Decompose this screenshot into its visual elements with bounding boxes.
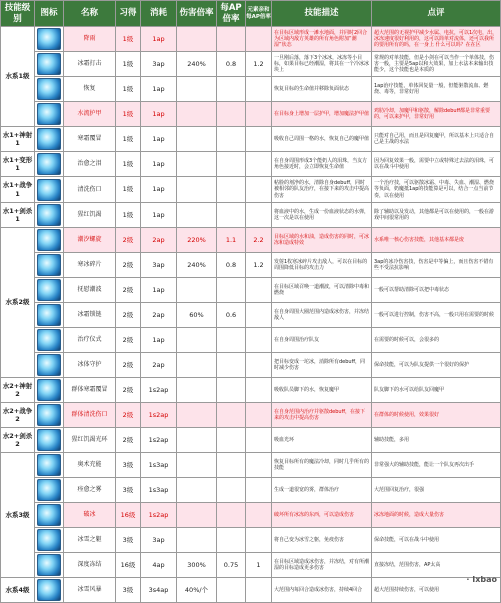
skill-comment: 1ap治疗技能，单体回复量一般，但能驱散流血、燃烧、毒等，非常好用 (372, 77, 501, 102)
header-icon: 图标 (35, 1, 64, 27)
skill-comment: 大范围回复治疗，很强 (372, 478, 501, 503)
skill-icon-cell (35, 127, 64, 152)
header-cost: 消耗 (141, 1, 177, 27)
skill-icon-cell (35, 478, 64, 503)
water-skill-icon (37, 404, 61, 426)
learn-level: 2级 (116, 328, 141, 353)
affinity-rate: 1.2 (246, 253, 272, 278)
table-row (1, 378, 501, 403)
table-row (1, 553, 501, 578)
damage-rate (177, 353, 217, 378)
skill-name: 治疗仪式 (64, 328, 116, 353)
water-skill-icon (37, 78, 61, 100)
skill-description: 恢复目标所有的魔法冷却，同时几乎所有的技能 (272, 453, 372, 478)
skill-comment: 在群体的时候使用，效果很好 (372, 403, 501, 428)
tier-cell: 水2+剑杀2 (1, 428, 35, 453)
affinity-rate (246, 303, 272, 328)
table-row (1, 303, 501, 328)
skill-name: 冰霜打击 (64, 52, 116, 77)
affinity-rate (246, 428, 272, 453)
tier-cell: 水系2级 (1, 228, 35, 378)
ap-rate (217, 77, 246, 102)
damage-rate (177, 528, 217, 553)
damage-rate (177, 503, 217, 528)
skill-icon-cell (35, 177, 64, 203)
skill-comment: 鸡肋冷却，加魔甲和驱散，解除debuff都是非常重要的，可以来护甲，非常好用 (372, 102, 501, 127)
learn-level: 16级 (116, 503, 141, 528)
table-row (1, 152, 501, 177)
tier-cell: 水1+剑杀1 (1, 203, 35, 228)
skill-icon-cell (35, 578, 64, 603)
affinity-rate (246, 578, 272, 603)
ap-cost: 3s4ap (141, 578, 177, 603)
water-skill-icon (37, 379, 61, 401)
table-row (1, 578, 501, 603)
ap-cost: 1ap (141, 177, 177, 203)
affinity-rate (246, 177, 272, 203)
header-ap: 每AP倍率 (217, 1, 246, 27)
skill-icon-cell (35, 102, 64, 127)
damage-rate (177, 152, 217, 177)
header-name: 名称 (64, 1, 116, 27)
header-tier: 技能级别 (1, 1, 35, 27)
water-skill-icon (37, 579, 61, 601)
header-ap2: 元素亲和每AP倍率 (246, 1, 272, 27)
ap-rate (217, 102, 246, 127)
table-row (1, 353, 501, 378)
ap-cost: 1ap (141, 27, 177, 52)
header-row (1, 1, 501, 27)
skill-icon-cell (35, 553, 64, 578)
skill-icon-cell (35, 428, 64, 453)
skill-description: 在目标区域造成冰伤害，并冻结，对有所潮湿的目标造成更多伤害 (272, 553, 372, 578)
learn-level: 2级 (116, 353, 141, 378)
ap-rate (217, 453, 246, 478)
damage-rate (177, 102, 217, 127)
skill-name: 冰雪风暴 (64, 578, 116, 603)
affinity-rate (246, 127, 272, 152)
skill-comment: 一般可以进行控制，伤害不高，一般只用在需要的时候 (372, 303, 501, 328)
damage-rate (177, 478, 217, 503)
skill-description: 在自身范围内治疗并驱散debuff，在接下来的攻击中提高伤害 (272, 403, 372, 428)
skill-icon-cell (35, 278, 64, 303)
skill-description: 目标区域的水和油，造成伤害的同时，可冰冻和造成特效 (272, 228, 372, 253)
affinity-rate (246, 27, 272, 52)
affinity-rate (246, 403, 272, 428)
affinity-rate: 2.2 (246, 228, 272, 253)
learn-level: 2级 (116, 228, 141, 253)
ap-rate (217, 177, 246, 203)
ap-cost: 3ap (141, 253, 177, 278)
water-skill-icon (37, 354, 61, 376)
damage-rate (177, 77, 217, 102)
learn-level: 2级 (116, 253, 141, 278)
ap-cost: 1ap (141, 102, 177, 127)
ap-rate: 1.1 (217, 228, 246, 253)
table-row (1, 403, 501, 428)
damage-rate: 60% (177, 303, 217, 328)
water-skill-icon (37, 128, 61, 150)
learn-level: 1级 (116, 203, 141, 228)
table-row (1, 528, 501, 553)
affinity-rate: 1 (246, 553, 272, 578)
header-learn: 习得 (116, 1, 141, 27)
tier-cell: 水1+变形1 (1, 152, 35, 177)
skill-comment: 非常强大的辅助技能，能让一个队友再次出手 (372, 453, 501, 478)
tier-cell: 水系1级 (1, 27, 35, 127)
ap-cost: 1ap (141, 203, 177, 228)
affinity-rate: 1.2 (246, 52, 272, 77)
skill-comment: 冰冻地面的时候，造成大量伤害 (372, 503, 501, 528)
learn-level: 2级 (116, 403, 141, 428)
skill-comment: 队友脚下的水可以给队友回魔甲 (372, 378, 501, 403)
ap-cost: 1s3ap (141, 453, 177, 478)
learn-level: 3级 (116, 578, 141, 603)
tier-cell: 水2+神射2 (1, 378, 35, 403)
ap-rate (217, 428, 246, 453)
skill-icon-cell (35, 503, 64, 528)
affinity-rate (246, 478, 272, 503)
skill-description: 发射1枚寒冰碎片攻击敌人，可以在目标的周围降低目标的攻击力 (272, 253, 372, 278)
table-row (1, 503, 501, 528)
skill-icon-cell (35, 77, 64, 102)
water-skill-icon (37, 153, 61, 175)
ap-rate (217, 152, 246, 177)
affinity-rate (246, 353, 272, 378)
water-skill-icon (37, 304, 61, 326)
table-row (1, 253, 501, 278)
tier-cell: 水2+战争2 (1, 403, 35, 428)
learn-level: 1级 (116, 177, 141, 203)
water-skill-icon (37, 329, 61, 351)
skill-description: 在自身周围大圈范围内造成冰伤害，并冻结敌人 (272, 303, 372, 328)
ap-rate (217, 328, 246, 353)
skill-comment: 水系唯一核心伤害技能，其他基本都是废 (372, 228, 501, 253)
water-skill-icon (37, 479, 61, 501)
table-row (1, 453, 501, 478)
skill-name: 冰霜锁链 (64, 303, 116, 328)
skill-description: 在目标身上增加一层护甲，增加魔法护甲值 (272, 102, 372, 127)
tier-cell: 水1+神射1 (1, 127, 35, 152)
skill-name: 水流护甲 (64, 102, 116, 127)
header-cmt: 点评 (372, 1, 501, 27)
table-row (1, 328, 501, 353)
damage-rate (177, 328, 217, 353)
damage-rate: 220% (177, 228, 217, 253)
affinity-rate (246, 102, 272, 127)
ap-cost: 1ap (141, 77, 177, 102)
skill-comment: 保命技能，可以在战斗中使用 (372, 528, 501, 553)
skill-icon-cell (35, 203, 64, 228)
skill-comment: 一个治疗技，可以驱散冰霜、中毒、失血、潮湿、燃烧等负面，奶魔抵1ap的技能算是可以，结合一点当前节奏，以在使用 (372, 177, 501, 203)
skill-comment: 直接冻结，范围伤害，AP太高 (372, 553, 501, 578)
damage-rate (177, 27, 217, 52)
learn-level: 2级 (116, 428, 141, 453)
damage-rate: 300% (177, 553, 217, 578)
ap-rate (217, 278, 246, 303)
header-desc: 技能描述 (272, 1, 372, 27)
ap-cost: 1ap (141, 152, 177, 177)
skill-icon-cell (35, 328, 64, 353)
water-skill-icon (37, 504, 61, 526)
ap-cost: 1s2ap (141, 503, 177, 528)
skill-name: 寒冰碎片 (64, 253, 116, 278)
water-skill-icon (37, 554, 61, 576)
skill-description: 将血液中的水，生成一份血液状态的水弹，这一次是以在使用 (272, 203, 372, 228)
water-skill-icon (37, 103, 61, 125)
skill-icon-cell (35, 52, 64, 77)
skill-description: 在目标区域形成一滩水地面，并同时2回合为区域内敌方英雄的所有角色附加“潮湿”状态 (272, 27, 372, 52)
damage-rate (177, 278, 217, 303)
skill-comment: 在需要的时候可以，会很多的 (372, 328, 501, 353)
ap-cost: 2ap (141, 353, 177, 378)
skill-comment: 3ap的冰冷伤害技，伤害是中等偏上，而且伤害不错有些不受法抗影响 (372, 253, 501, 278)
skill-description: 帖脸的剂净的水，清除自身debuff，同时被相邻的队友治疗，在接下来的攻击中提高伤害 (272, 177, 372, 203)
table-row (1, 52, 501, 77)
ap-rate (217, 203, 246, 228)
skill-name: 冰雪之躯 (64, 528, 116, 553)
learn-level: 3级 (116, 478, 141, 503)
water-skill-icon (37, 529, 61, 551)
ap-rate (217, 378, 246, 403)
skill-name: 破冰 (64, 503, 116, 528)
damage-rate (177, 177, 217, 203)
skill-description: 吸收队员脚下的水，恢复魔甲 (272, 378, 372, 403)
ap-rate: 0.8 (217, 52, 246, 77)
affinity-rate (246, 77, 272, 102)
skill-name: 降雨 (64, 27, 116, 52)
damage-rate (177, 203, 217, 228)
table-row (1, 127, 501, 152)
skill-name: 猩红饥渴光环 (64, 428, 116, 453)
ap-rate (217, 478, 246, 503)
affinity-rate (246, 378, 272, 403)
ap-cost: 1ap (141, 328, 177, 353)
skill-icon-cell (35, 27, 64, 52)
water-skill-icon (37, 229, 61, 251)
ap-rate (217, 403, 246, 428)
learn-level: 3级 (116, 528, 141, 553)
tier-cell: 水系3级 (1, 453, 35, 578)
damage-rate (177, 403, 217, 428)
ap-cost: 1s2ap (141, 403, 177, 428)
skill-comment: 保命技能，可以为队友提供一个很好的保护 (372, 353, 501, 378)
learn-level: 16级 (116, 553, 141, 578)
skill-comment: 常规的对单技能，但是小剑在可以当作一个单体技，伤害一般，主要是5ap以和大效果，加上水法本来输出技能少，这个技能也是本质的 (372, 52, 501, 77)
skill-name: 猩红饥渴 (64, 203, 116, 228)
learn-level: 1级 (116, 52, 141, 77)
skill-icon-cell (35, 453, 64, 478)
ap-cost: 1s2ap (141, 428, 177, 453)
skill-icon-cell (35, 228, 64, 253)
table-row (1, 177, 501, 203)
ap-rate: 0.75 (217, 553, 246, 578)
water-skill-icon (37, 279, 61, 301)
skill-description: 在目标区域召唤一道潮波，可以清除中毒和燃烧 (272, 278, 372, 303)
skill-name: 群体寒霜覆冒 (64, 378, 116, 403)
ap-rate (217, 578, 246, 603)
skill-name: 冰体守护 (64, 353, 116, 378)
skill-name: 群体清洗伤口 (64, 403, 116, 428)
skill-description: 生成一道很宽的雾，群体治疗 (272, 478, 372, 503)
affinity-rate (246, 528, 272, 553)
ap-rate: 0.8 (217, 253, 246, 278)
affinity-rate (246, 453, 272, 478)
ap-cost: 2ap (141, 303, 177, 328)
table-row (1, 278, 501, 303)
skill-icon-cell (35, 152, 64, 177)
affinity-rate (246, 203, 272, 228)
skill-comment: 辅助技能，多用 (372, 428, 501, 453)
skill-description: 将自己变为冰雪之躯，免疫伤害 (272, 528, 372, 553)
damage-rate (177, 378, 217, 403)
tier-cell: 水1+战争1 (1, 177, 35, 203)
skill-icon-cell (35, 303, 64, 328)
ap-rate (217, 353, 246, 378)
damage-rate (177, 428, 217, 453)
skill-description: 在自身周围形成3个能奶人的泪珠，当友方角色接近时，会立即恢复生命值 (272, 152, 372, 177)
skill-comment: 只能对自己用，而且是回复魔甲，所以基本上只适合自己是主战的水法 (372, 127, 501, 152)
skill-name: 痊愈之雾 (64, 478, 116, 503)
affinity-rate (246, 278, 272, 303)
ap-rate (217, 27, 246, 52)
ap-cost: 1s3ap (141, 478, 177, 503)
damage-rate: 40%/个 (177, 578, 217, 603)
learn-level: 2级 (116, 378, 141, 403)
table-row (1, 27, 501, 52)
skill-icon-cell (35, 403, 64, 428)
ap-cost: 3ap (141, 52, 177, 77)
affinity-rate (246, 152, 272, 177)
ap-cost: 1s2ap (141, 378, 177, 403)
skill-icon-cell (35, 528, 64, 553)
ap-cost: 1ap (141, 127, 177, 152)
skill-description: 吸收自己周围一格的水，恢复自己的魔甲值 (272, 127, 372, 152)
skill-name: 寒霜覆冒 (64, 127, 116, 152)
skill-description: 大范围内每回合造成冰伤害，持续4回合 (272, 578, 372, 603)
ap-rate: 0.6 (217, 303, 246, 328)
skill-icon-cell (35, 253, 64, 278)
skill-comment: 因为回复效果一般，需要中立或特殊过去法的泪珠，可以在战斗中使用 (372, 152, 501, 177)
water-skill-icon (37, 204, 61, 226)
skill-name: 抚慰潮波 (64, 278, 116, 303)
skill-comment: 一般可以帮助清除可以把中毒状态 (372, 278, 501, 303)
skill-comment: 超大范围持续伤害，可以使用 (372, 578, 501, 603)
learn-level: 1级 (116, 127, 141, 152)
water-skill-icon (37, 254, 61, 276)
learn-level: 1级 (116, 77, 141, 102)
affinity-rate (246, 328, 272, 353)
skill-name: 恢复 (64, 77, 116, 102)
learn-level: 1级 (116, 152, 141, 177)
water-skill-icon (37, 28, 61, 50)
skill-description: 在自身周围治疗队友 (272, 328, 372, 353)
ap-cost: 1ap (141, 278, 177, 303)
affinity-rate (246, 503, 272, 528)
table-row (1, 428, 501, 453)
water-skill-icon (37, 429, 61, 451)
skill-name: 清洗伤口 (64, 177, 116, 203)
learn-level: 2级 (116, 278, 141, 303)
damage-rate: 240% (177, 52, 217, 77)
tier-cell: 水系4级 (1, 578, 35, 603)
skill-icon-cell (35, 378, 64, 403)
table-row (1, 102, 501, 127)
water-skill-icon (37, 53, 61, 75)
table-row (1, 228, 501, 253)
skill-name: 治愈之泪 (64, 152, 116, 177)
table-row (1, 77, 501, 102)
damage-rate: 240% (177, 253, 217, 278)
table-row (1, 478, 501, 503)
ap-rate (217, 503, 246, 528)
header-dmg: 伤害倍率 (177, 1, 217, 27)
learn-level: 2级 (116, 303, 141, 328)
skill-name: 深度冻结 (64, 553, 116, 578)
skill-description: 恢复目标的生命值并移除负面状态 (272, 77, 372, 102)
skill-name: 潮汐螺旋 (64, 228, 116, 253)
skill-comment: 除了辅助以及发动，其他都是可以在使用的，一般在游戏中间很常用的 (372, 203, 501, 228)
learn-level: 1级 (116, 102, 141, 127)
skill-description: 吸血光环 (272, 428, 372, 453)
ap-cost: 3ap (141, 528, 177, 553)
damage-rate (177, 127, 217, 152)
ap-rate (217, 127, 246, 152)
watermark: · Ixbao (466, 575, 497, 584)
table-row (1, 203, 501, 228)
skill-description: 破坏所有冰冻的东西，可以造成伤害 (272, 503, 372, 528)
ap-rate (217, 528, 246, 553)
ap-cost: 4ap (141, 553, 177, 578)
skill-icon-cell (35, 353, 64, 378)
learn-level: 3级 (116, 453, 141, 478)
skill-description: 把目标变成一坨冰，消除所有debuff，同时减少伤害 (272, 353, 372, 378)
skill-name: 奥术充能 (64, 453, 116, 478)
water-skill-icon (37, 179, 61, 201)
skill-description: 一旦刚后落，落下3个冰冰，冰冻等小目标，如果目标已经潮湿，将其在一个冷冰冰块上 (272, 52, 372, 77)
skill-comment: 超大范围的无视护甲减少水属、电抗，可以1次电，出，冰冻速度很好利用的，这可以简单对流体，还可以我所的要用所有的吗，在一身上 什么可以吗？在在区 (372, 27, 501, 52)
water-skill-icon (37, 454, 61, 476)
ap-cost: 2ap (141, 228, 177, 253)
learn-level: 1级 (116, 27, 141, 52)
damage-rate (177, 453, 217, 478)
